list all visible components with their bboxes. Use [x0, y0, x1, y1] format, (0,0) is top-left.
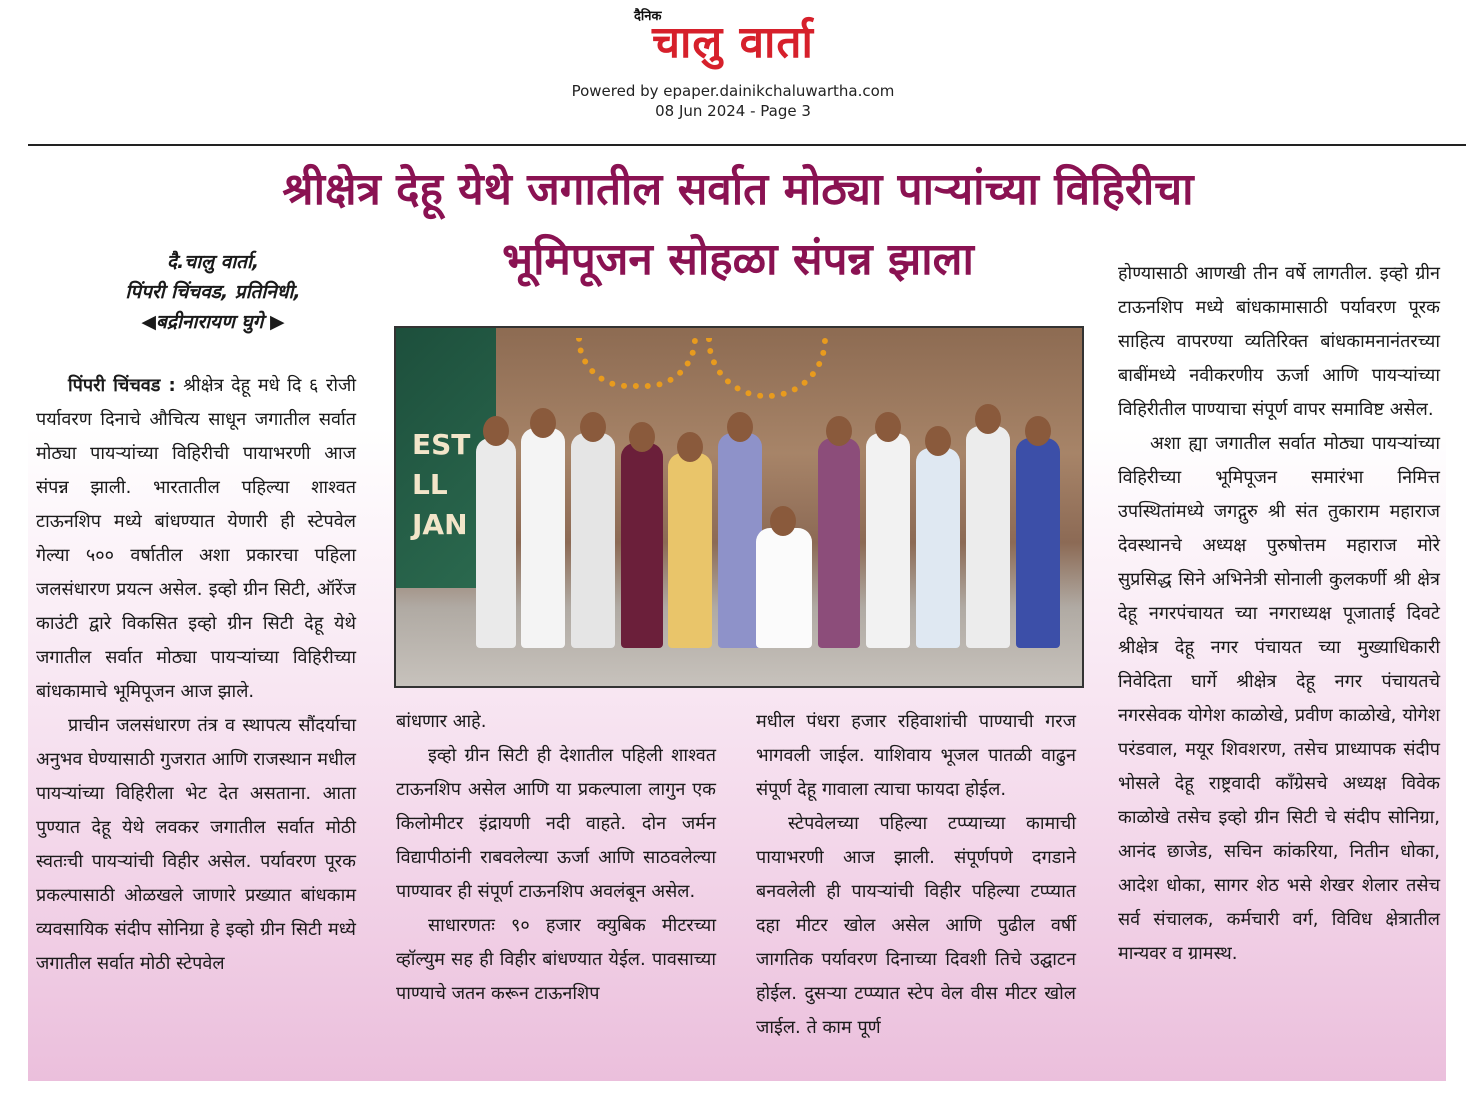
- person: [966, 426, 1010, 648]
- person-head: [483, 416, 509, 446]
- person: [668, 453, 712, 648]
- person-head: [925, 426, 951, 456]
- byline-location: पिंपरी चिंचवड, प्रतिनिधी,: [125, 281, 301, 303]
- column-2-paragraph-1: बांधणार आहे.: [396, 711, 487, 732]
- column-4-paragraph-1: होण्यासाठी आणखी तीन वर्षे लागतील. इव्हो ग्रीन टाऊनशिप मध्ये बांधकामासाठी पर्यावरण पूरक साहित्य वापरण्या व्यतिरिक्त बांधकामनानंतरच्या बाबींमध्ये नवीकरणीय ऊर्जा आणि पायऱ्यांच्या विहिरीतील पाण्याचा संपूर्ण वापर समाविष्ट असेल.: [1118, 263, 1440, 420]
- column-3-paragraph-1: मधील पंधरा हजार रहिवाशांची पाण्याची गरज भागवली जाईल. याशिवाय भूजल पातळी वाढुन संपूर्ण देहू गावाला त्याचा फायदा होईल.: [756, 711, 1076, 800]
- article-box: [28, 147, 1446, 1081]
- person-head: [727, 412, 753, 442]
- column-2-paragraph-2: इव्हो ग्रीन सिटी ही देशातील पहिली शाश्वत टाऊनशिप असेल आणि या प्रकल्पाला लागुन एक किलोमीटर इंद्रायणी नदी वाहते. दोन जर्मन विद्यापीठांनी राबवलेल्या ऊर्जा आणि साठवलेल्या पाण्यावर ही संपूर्ण टाऊनशिप अवलंबून असेल.: [396, 745, 716, 902]
- person: [621, 443, 663, 648]
- masthead-title: चालु वार्ता: [652, 17, 814, 68]
- byline-author: ◀बद्रीनारायण घुगे ▶: [141, 311, 285, 333]
- headline-line-1: श्रीक्षेत्र देहू येथे जगातील सर्वात मोठ्या पाऱ्यांच्या विहिरीचा: [282, 164, 1194, 215]
- article-column-3: [756, 705, 1076, 1045]
- person-head: [826, 416, 852, 446]
- billboard-text-3: JAN: [412, 508, 468, 541]
- billboard-text-1: EST: [412, 428, 471, 461]
- date-page-text: 08 Jun 2024 - Page 3: [655, 102, 811, 120]
- column-1-paragraph-1-text: श्रीक्षेत्र देहू मधे दि ६ रोजी पर्यावरण दिनाचे औचित्य साधून जगातील सर्वात मोठ्या पायऱ्यांच्या विहिरीची पायाभरणी आज संपन्न झाली. भारतातील पहिल्या शाश्वत टाऊनशिप मध्ये बांधण्यात येणारी ही स्टेपवेल गेल्या ५०० वर्षातील अशा प्रकारचा पहिला जलसंधारण प्रयत्न असेल. इव्हो ग्रीन सिटी, ऑरेंज काउंटी द्वारे विकसित इव्हो ग्रीन सिटी देहू येथे जगातील सर्वात मोठ्या पायऱ्यांच्या विहिरीच्या बांधकामाचे भूमिपूजन आज झाले.: [36, 375, 356, 702]
- article-column-4: [1118, 257, 1440, 971]
- group-of-people: [456, 408, 1076, 648]
- dateline: पिंपरी चिंचवड :: [68, 375, 176, 396]
- column-3-paragraph-2: स्टेपवेलच्या पहिल्या टप्प्याच्या कामाची पायाभरणी आज झाली. संपूर्णपणे दगडाने बनवलेली ही पायऱ्यांची विहीर पहिल्या टप्प्यात दहा मीटर खोल असेल आणि पुढील वर्षी जागतिक पर्यावरण दिनाच्या दिवशी तिचे उद्घाटन होईल. दुसऱ्या टप्प्यात स्टेप वेल वीस मीटर खोल जाईल. ते काम पूर्ण: [756, 813, 1076, 1038]
- flower-garland: [576, 338, 698, 389]
- masthead: [0, 0, 1466, 140]
- masthead-prefix: दैनिक: [634, 9, 662, 24]
- person-head: [975, 404, 1001, 434]
- billboard-text-2: LL: [412, 468, 448, 501]
- person: [818, 438, 860, 648]
- column-2-paragraph-3: साधारणतः ९० हजार क्युबिक मीटरच्या व्हॉल्युम सह ही विहीर बांधण्यात येईल. पावसाच्या पाण्याचे जतन करून टाऊनशिप: [396, 915, 716, 1004]
- person-head: [875, 412, 901, 442]
- person: [756, 528, 812, 648]
- person: [866, 433, 910, 648]
- person: [916, 448, 960, 648]
- person: [1016, 438, 1060, 648]
- person: [476, 438, 516, 648]
- flower-garland: [706, 338, 828, 399]
- article-column-1: [36, 369, 356, 981]
- event-photo: [394, 326, 1084, 688]
- byline: [68, 247, 358, 337]
- person-head: [629, 422, 655, 452]
- byline-publication: दै.चालु वार्ता,: [166, 251, 260, 273]
- person-head: [530, 408, 556, 438]
- column-4-paragraph-2: अशा ह्या जगातील सर्वात मोठ्या पायऱ्यांच्या विहिरीच्या भूमिपूजन समारंभा निमित्त उपस्थितांमध्ये जगद्गुरु श्री संत तुकाराम महाराज देवस्थानचे अध्यक्ष पुरुषोत्तम महाराज मोरे सुप्रसिद्ध सिने अभिनेत्री सोनाली कुलकर्णी श्री क्षेत्र देहू नगरपंचायत च्या नगराध्यक्ष पूजाताई दिवटे श्रीक्षेत्र देहू नगर पंचायत च्या मुख्याधिकारी निवेदिता घार्गे श्रीक्षेत्र देहू नगर पंचायतचे नगरसेवक योगेश काळोखे, प्रवीण काळोखे, योगेश परंडवाल, मयूर शिवशरण, तसेच प्राध्यापक संदीप भोसले देहू राष्ट्रवादी कॉंग्रेसचे अध्यक्ष विवेक काळोखे तसेच इव्हो ग्रीन सिटी चे संदीप सोनिग्रा, आनंद छाजेड, सचिन कांकरिया, नितीन धोका, आदेश धोका, सागर शेठ भसे शेखर शेलार तसेच सर्व संचालक, कर्मचारी वर्ग, विविध क्षेत्रातील मान्यवर व ग्रामस्थ.: [1118, 433, 1440, 964]
- person: [571, 433, 615, 648]
- column-1-paragraph-1: [36, 369, 356, 709]
- person-head: [677, 432, 703, 462]
- person-head: [770, 506, 796, 536]
- headline-line-2: भूमिपूजन सोहळा संपन्न झाला: [502, 234, 974, 285]
- article-column-2: [396, 705, 716, 1011]
- person: [521, 428, 565, 648]
- header-divider: [28, 144, 1466, 146]
- person-head: [1025, 416, 1051, 446]
- column-1-paragraph-2: प्राचीन जलसंधारण तंत्र व स्थापत्य सौंदर्याचा अनुभव घेण्यासाठी गुजरात आणि राजस्थान मधील पायऱ्यांच्या विहिरीला भेट देत असताना. आता पुण्यात देहू येथे लवकर जगातील सर्वात मोठी स्वतःची पायऱ्यांची विहीर असेल. पर्यावरण पूरक प्रकल्पासाठी ओळखले जाणारे प्रख्यात बांधकाम व्यवसायिक संदीप सोनिग्रा हे इव्हो ग्रीन सिटी मध्ये जगातील सर्वात मोठी स्टेपवेल: [36, 715, 356, 974]
- powered-by-text: Powered by epaper.dainikchaluwartha.com: [571, 82, 895, 100]
- person-head: [580, 412, 606, 442]
